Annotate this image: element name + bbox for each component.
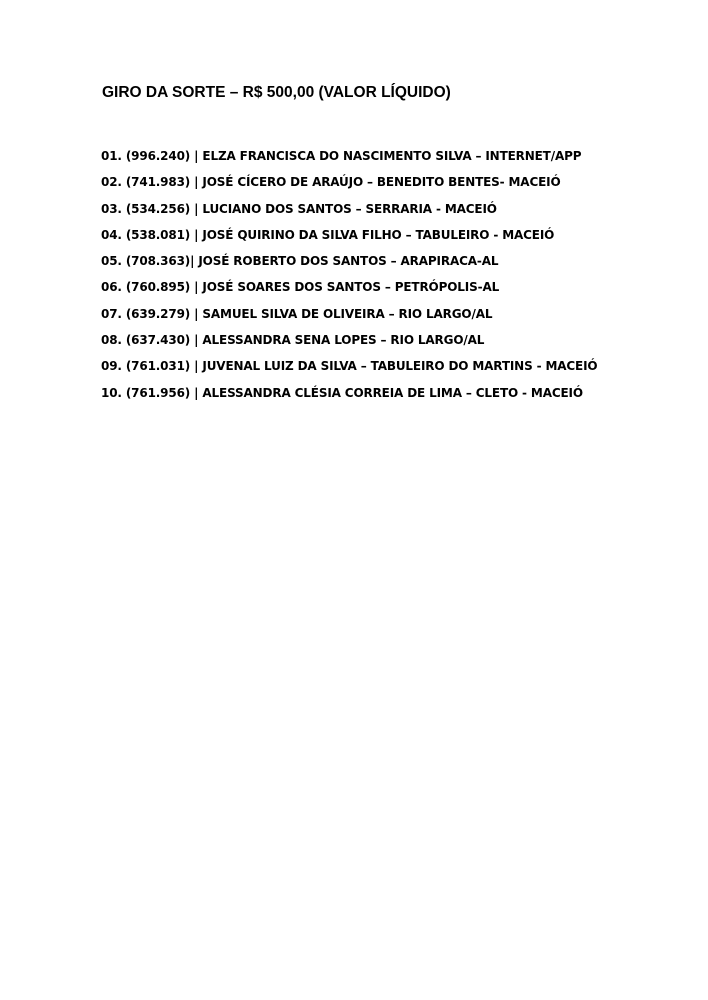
winner-entry: 02. (741.983) | JOSÉ CÍCERO DE ARAÚJO – BENEDITO BENTES- MACEIÓ	[101, 175, 561, 190]
winner-entry: 05. (708.363)| JOSÉ ROBERTO DOS SANTOS – ARAPIRACA-AL	[101, 254, 499, 269]
winner-entry: 03. (534.256) | LUCIANO DOS SANTOS – SERRARIA - MACEIÓ	[101, 201, 497, 216]
winner-entry: 10. (761.956) | ALESSANDRA CLÉSIA CORREIA DE LIMA – CLETO - MACEIÓ	[101, 385, 583, 400]
document-title: GIRO DA SORTE – R$ 500,00 (VALOR LÍQUIDO)	[102, 84, 451, 101]
winner-entry: 06. (760.895) | JOSÉ SOARES DOS SANTOS – PETRÓPOLIS-AL	[101, 280, 500, 295]
winner-entry: 09. (761.031) | JUVENAL LUIZ DA SILVA – TABULEIRO DO MARTINS - MACEIÓ	[101, 359, 598, 374]
winner-entry: 01. (996.240) | ELZA FRANCISCA DO NASCIMENTO SILVA – INTERNET/APP	[101, 149, 582, 163]
winners-list	[101, 143, 597, 406]
winner-entry: 08. (637.430) | ALESSANDRA SENA LOPES – RIO LARGO/AL	[101, 333, 485, 348]
winner-entry: 07. (639.279) | SAMUEL SILVA DE OLIVEIRA – RIO LARGO/AL	[101, 306, 493, 321]
winner-entry: 04. (538.081) | JOSÉ QUIRINO DA SILVA FILHO – TABULEIRO - MACEIÓ	[101, 227, 555, 242]
